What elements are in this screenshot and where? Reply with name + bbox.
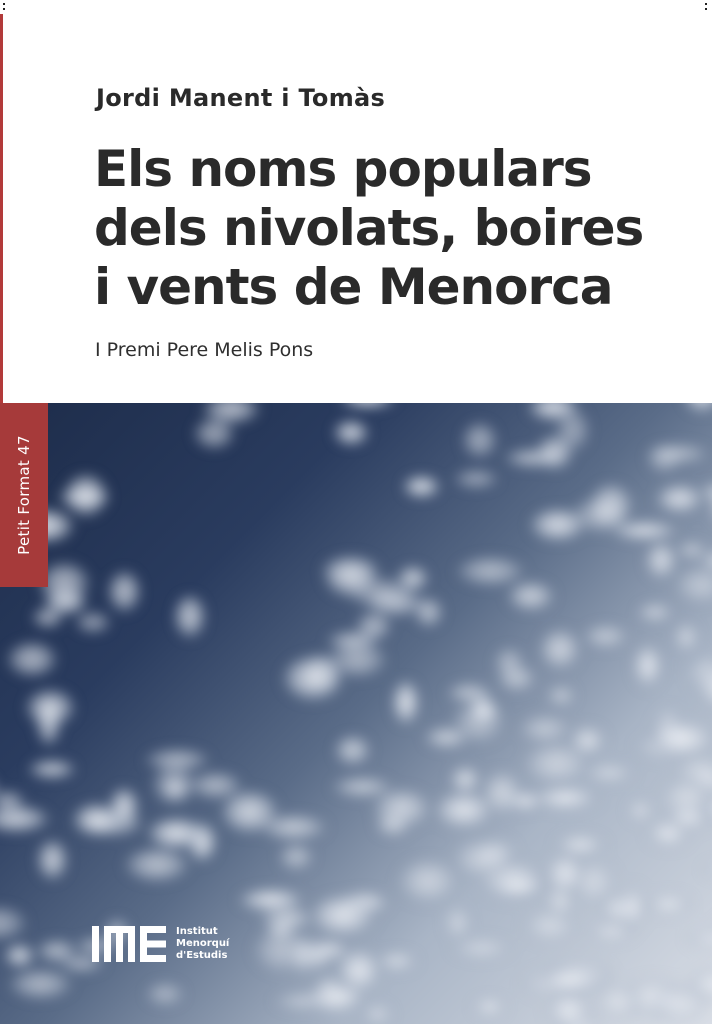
- cloud-puff: [537, 966, 604, 997]
- cloud-puff: [568, 725, 608, 760]
- cloud-puff: [626, 799, 655, 825]
- cloud-puff: [172, 594, 208, 643]
- cloud-puff: [374, 812, 413, 840]
- cloud-puff: [672, 622, 700, 655]
- cloud-puff: [545, 685, 577, 709]
- cloud-puff: [700, 860, 712, 881]
- cloud-puff: [645, 443, 711, 467]
- ime-logo-icon: [92, 926, 166, 962]
- cloud-puff: [449, 765, 482, 796]
- cloud-puff: [337, 403, 398, 411]
- cloud-puff: [528, 786, 602, 814]
- publisher-logo: [92, 924, 229, 964]
- cloud-puff: [286, 935, 321, 979]
- cloud-puff: [332, 419, 371, 448]
- series-tab: [0, 403, 48, 587]
- cloud-puff: [553, 408, 592, 457]
- cloud-puff: [280, 655, 347, 707]
- cloud-puff: [635, 603, 675, 625]
- cloud-puff: [218, 790, 282, 839]
- cloud-puff: [374, 951, 419, 974]
- cloud-puff: [654, 484, 706, 517]
- cloud-puff: [391, 680, 421, 730]
- cloud-puff: [445, 682, 493, 706]
- cloud-puff: [161, 776, 190, 803]
- cloud-puff: [537, 628, 583, 675]
- cloud-puff: [412, 597, 444, 631]
- cloud-puff: [683, 927, 712, 953]
- cloud-puff: [479, 770, 524, 821]
- cloud-puff: [401, 475, 442, 501]
- cloud-puff: [62, 473, 110, 522]
- publisher-name: [176, 926, 229, 962]
- cloud-puff: [644, 541, 679, 584]
- cloud-puff: [321, 560, 381, 603]
- cloud-puff: [394, 858, 462, 909]
- cloud-puff: [73, 611, 113, 636]
- cloud-puff: [4, 641, 60, 682]
- cloud-puff: [680, 403, 712, 418]
- cloud-puff: [581, 763, 637, 785]
- cloud-puff: [493, 647, 526, 681]
- cloud-puff: [395, 565, 430, 595]
- cloud-puff: [235, 888, 307, 914]
- cloud-puff: [631, 644, 664, 693]
- cloud-puff: [644, 893, 694, 918]
- award-subtitle: I Premi Pere Melis Pons: [95, 339, 314, 361]
- cloud-puff: [144, 982, 186, 1009]
- cloud-puff: [581, 624, 631, 651]
- cloud-puff: [333, 735, 373, 769]
- cloud-puff: [443, 905, 472, 944]
- cloud-puff: [277, 843, 316, 874]
- cloud-puff: [106, 570, 143, 617]
- cloud-puff: [472, 998, 508, 1018]
- cloud-puff: [505, 581, 557, 615]
- spine-accent-line: [0, 14, 3, 404]
- cloud-puff: [305, 981, 367, 1019]
- cloud-puff: [324, 630, 382, 653]
- crop-mark-icon: [2, 2, 6, 12]
- publisher-line: d'Estudis: [176, 950, 228, 961]
- cloud-puff: [361, 1003, 394, 1024]
- cloud-puff: [0, 906, 30, 945]
- cloud-puff: [619, 884, 648, 936]
- cloud-puff: [121, 847, 193, 886]
- cloud-puff: [451, 469, 501, 492]
- book-title: [94, 140, 694, 317]
- cloud-puff: [141, 748, 213, 774]
- series-label: Petit Format 47: [15, 435, 33, 555]
- cloud-puff: [35, 839, 69, 885]
- title-line: Els noms populars: [94, 140, 592, 198]
- cloud-puff: [307, 894, 380, 941]
- cloud-puff: [23, 688, 78, 731]
- cloud-puff: [70, 803, 123, 841]
- crop-mark-icon: [704, 2, 708, 12]
- cloud-puff: [145, 817, 208, 853]
- cloud-puff: [460, 421, 499, 463]
- cloud-puff: [26, 759, 78, 782]
- cloud-puff: [5, 968, 75, 1003]
- publisher-line: Menorquí: [176, 938, 230, 949]
- cloud-puff: [329, 776, 396, 800]
- title-line: i vents de Menorca: [94, 258, 613, 316]
- cloud-puff: [516, 714, 573, 746]
- author-name: Jordi Manent i Tomàs: [96, 84, 386, 112]
- title-line: dels nivolats, boires: [94, 199, 644, 257]
- cloud-puff: [675, 541, 708, 562]
- cloud-puff: [543, 852, 588, 900]
- cloud-puff: [191, 417, 237, 453]
- cloud-puff: [3, 944, 36, 971]
- cloud-puff: [568, 497, 633, 538]
- cloud-puff: [593, 983, 645, 1023]
- publisher-line: Institut: [176, 926, 218, 937]
